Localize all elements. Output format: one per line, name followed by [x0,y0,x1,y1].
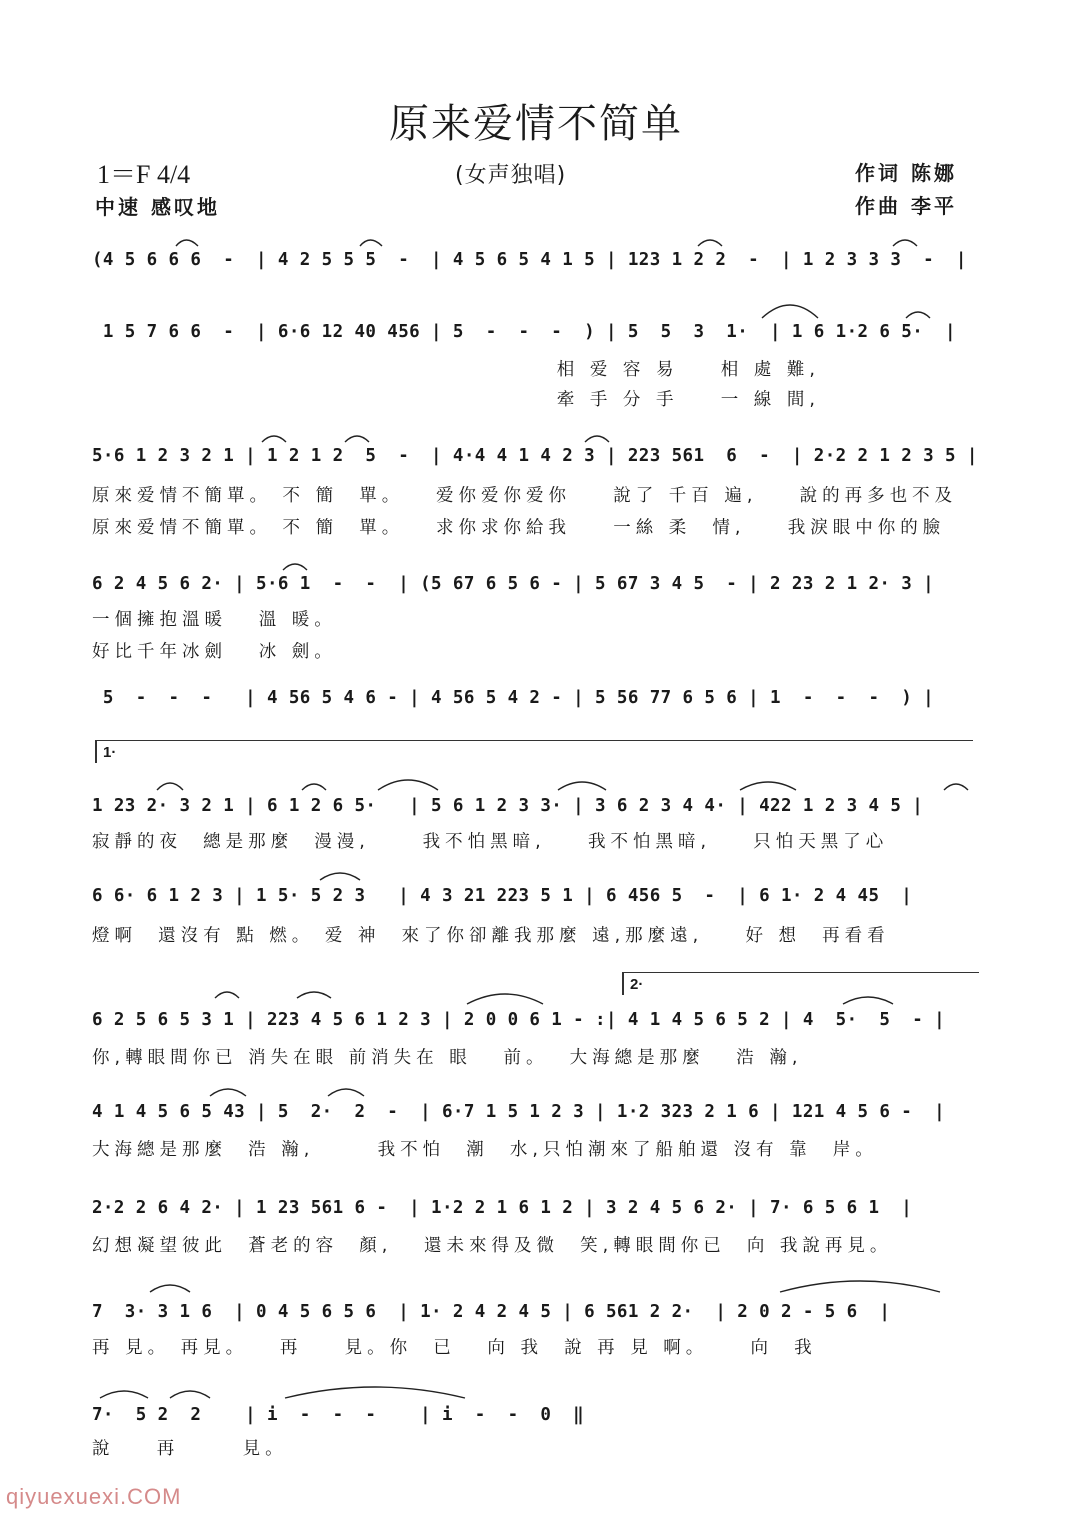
slur-arc [215,992,239,998]
slur-arc [285,1387,465,1398]
lyric-line: 燈啊 還沒有 點 燃。 爱 神 來了你卻離我那麼 遠,那麼遠, 好 想 再看看 [92,926,890,946]
lyric-verse-2: 原來爱情不簡單。 不 簡 單。 求你求你給我 一絲 柔 情, 我淚眼中你的臉 [92,518,946,538]
slur-arc [210,1089,246,1096]
slur-arc [762,305,818,318]
slur-arc [283,564,307,570]
volta-label: 1· [103,744,117,761]
notation-line: 1 5 7 6 6 - | 6·6 12 40 456 | 5 - - - ) | 5 5 3 1· | 1 6 1·2 6 5· | [92,322,956,342]
key-signature: 1＝F 4/4 [97,160,191,189]
song-title: 原来爱情不简单 [389,101,683,147]
notation-line: 6 2 5 6 5 3 1 | 223 4 5 6 1 2 3 | 2 0 0 6 1 - :| 4 1 4 5 6 5 2 | 4 5· 5 - | [92,1010,945,1030]
slur-arc [262,436,286,442]
lyric-verse-1: 一個擁抱溫暖 溫 暖。 [92,610,337,630]
second-ending-bracket [622,972,979,995]
lyric-line: 說 再 見。 [92,1439,288,1459]
performance-note: (女声独唱) [455,163,567,188]
notation-line: 6 6· 6 1 2 3 | 1 5· 5 2 3 | 4 3 21 223 5 1 | 6 456 5 - | 6 1· 2 4 45 | [92,886,913,906]
lyric-line: 寂靜的夜 總是那麼 漫漫, 我不怕黑暗, 我不怕黑暗, 只怕天黑了心 [92,832,889,852]
slur-arc [893,240,917,246]
lyric-verse-1: 相 爱 容 易 相 處 難, [92,360,820,380]
site-watermark: qiyuexuexi.COM [6,1484,182,1509]
notation-line: (4 5 6 6 6 - | 4 2 5 5 5 - | 4 5 6 5 4 1 5 | 123 1 2 2 - | 1 2 3 3 3 - | [92,250,967,270]
notation-line: 7· 5 2 2 | i - - - | i - - 0 ‖ [92,1405,585,1425]
slur-arc [157,783,183,790]
slur-arc [558,782,606,790]
volta-label: 2· [630,976,644,993]
slur-arc [170,1391,210,1398]
slur-arc [360,240,382,246]
lyricist-credit: 作词 陈娜 [855,161,957,185]
lyric-line: 大海總是那麼 浩 瀚, 我不怕 潮 水,只怕潮來了船舶還 沒有 靠 岸。 [92,1140,878,1160]
lyric-line: 幻想凝望彼此 蒼老的容 顏, 還未來得及微 笑,轉眼間你已 向 我說再見。 [92,1236,893,1256]
notation-line: 6 2 4 5 6 2· | 5·6 1 - - | (5 67 6 5 6 - | 5 67 3 4 5 - | 2 23 2 1 2· 3 | [92,574,935,594]
slur-arc [843,997,893,1004]
notation-line: 5 - - - | 4 56 5 4 6 - | 4 56 5 4 2 - | 5 56 77 6 5 6 | 1 - - - ) | [92,688,935,708]
lyric-verse-1: 原來爱情不簡單。 不 簡 單。 爱你爱你爱你 說了 千百 遍, 說的再多也不及 [92,486,958,506]
slur-arc [944,784,968,790]
slur-arc [585,436,609,442]
slur-arc [150,1285,190,1292]
notation-line: 4 1 4 5 6 5 43 | 5 2· 2 - | 6·7 1 5 1 2 3 | 1·2 323 2 1 6 | 121 4 5 6 - | [92,1102,945,1122]
first-ending-bracket [95,740,973,763]
tempo-marking: 中速 感叹地 [95,195,220,219]
lyric-verse-2: 好比千年冰劍 冰 劍。 [92,642,337,662]
slur-arc [297,992,331,998]
slur-arc [176,240,198,246]
notation-line: 1 23 2· 3 2 1 | 6 1 2 6 5· | 5 6 1 2 3 3· | 3 6 2 3 4 4· | 422 1 2 3 4 5 | [92,796,924,816]
slur-arc [740,782,796,790]
notation-line: 5·6 1 2 3 2 1 | 1 2 1 2 5 - | 4·4 4 1 4 2 3 | 223 561 6 - | 2·2 2 1 2 3 5 | [92,446,978,466]
slur-arc [345,436,369,442]
notation-line: 2·2 2 6 4 2· | 1 23 561 6 - | 1·2 2 1 6 1 2 | 3 2 4 5 6 2· | 7· 6 5 6 1 | [92,1198,913,1218]
slur-arc [780,1281,940,1292]
lyric-verse-2: 牽 手 分 手 一 線 間, [92,390,820,410]
slur-arc [302,784,326,790]
lyric-line: 再 見。 再見。 再 見。你 已 向 我 說 再 見 啊。 向 我 [92,1338,817,1358]
composer-credit: 作曲 李平 [855,194,957,218]
slur-arc [906,312,930,318]
slur-arc [320,873,360,880]
slur-arc [378,780,438,790]
slur-arc [328,1089,364,1096]
slur-arc [698,240,722,246]
notation-line: 7 3· 3 1 6 | 0 4 5 6 5 6 | 1· 2 4 2 4 5 | 6 561 2 2· | 2 0 2 - 5 6 | [92,1302,891,1322]
slur-arc [467,994,543,1004]
slur-arc [100,1391,148,1398]
lyric-line: 你,轉眼間你已 消失在眼 前消失在 眼 前。 大海總是那麼 浩 瀚, [92,1048,803,1068]
